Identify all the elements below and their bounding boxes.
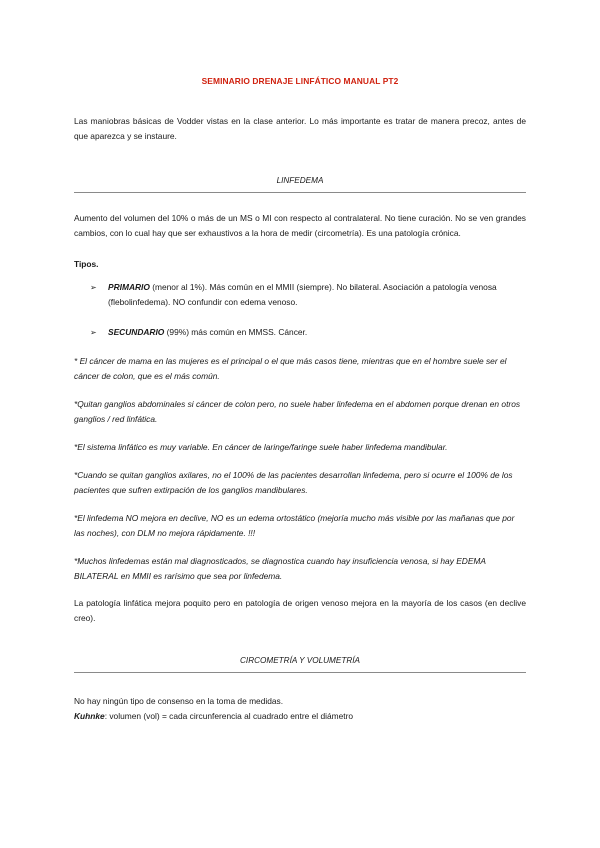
note-cancer-mama: * El cáncer de mama en las mujeres es el principal o el que más casos tiene, mientras que en el hombre suele ser el cáncer de colon, que es el más común. (74, 356, 507, 381)
document-title: SEMINARIO DRENAJE LINFÁTICO MANUAL PT2 (201, 76, 399, 86)
bullet-body: (99%) más común en MMSS. Cáncer. (164, 327, 308, 337)
kuhnke-term: Kuhnke (74, 711, 105, 721)
section-divider (74, 192, 526, 193)
section-heading-circometria: CIRCOMETRÍA Y VOLUMETRÍA (240, 656, 360, 665)
arrow-bullet-icon: ➢ (90, 328, 97, 337)
bullet-body: (menor al 1%). Más común en el MMII (siempre). No bilateral. Asociación a patología venosa (flebolinfedema). NO confundir con edema venoso. (108, 282, 497, 307)
bullet-text (108, 325, 520, 340)
section-heading-linfedema: LINFEDEMA (276, 176, 324, 185)
bullet-secundario (90, 325, 520, 340)
kuhnke-line (74, 709, 526, 724)
kuhnke-formula: : volumen (vol) = cada circunferencia al cuadrado entre el diámetro (104, 711, 354, 721)
bullet-term: PRIMARIO (108, 282, 150, 292)
arrow-bullet-icon: ➢ (90, 283, 97, 292)
bullet-term: SECUNDARIO (108, 327, 165, 337)
bullet-primario (90, 280, 520, 310)
intro-paragraph: Las maniobras básicas de Vodder vistas en la clase anterior. Lo más importante es tratar de manera precoz, antes de que aparezca y se instaure. (74, 116, 526, 141)
closing-paragraph: La patología linfática mejora poquito pero en patología de origen venoso mejora en la mayoría de los casos (en declive creo). (74, 598, 526, 623)
note-ganglios-abdominales: *Quitan ganglios abdominales si cáncer de colon pero, no suele haber linfedema en el abdomen porque drenan en otros ganglios / red linfática. (74, 399, 521, 424)
bullet-text (108, 280, 520, 310)
note-mal-diagnosticados: *Muchos linfedemas están mal diagnosticados, se diagnostica cuando hay insuficiencia venosa, si hay EDEMA BILATERAL en MMII es rarísimo que sea por linfedema. (74, 556, 486, 581)
linfedema-definition: Aumento del volumen del 10% o más de un MS o MI con respecto al contralateral. No tiene curación. No se ven grandes cambios, con lo cual hay que ser exhaustivos a la hora de medir (circometría). Es una patología crónica. (74, 213, 526, 238)
tipos-label: Tipos. (74, 259, 99, 269)
note-ganglios-axilares: *Cuando se quitan ganglios axilares, no el 100% de las pacientes desarrollan linfedema, pero si ocurre el 100% de los pacientes que sufren extirpación de los ganglios mandibulares. (74, 470, 513, 495)
consenso-line: No hay ningún tipo de consenso en la toma de medidas. (74, 696, 284, 706)
note-declive: *El linfedema NO mejora en declive, NO es un edema ortostático (mejoría mucho más visible por las mañanas que por las noches), con DLM no mejora rápidamente. !!! (74, 513, 515, 538)
note-sistema-linfatico: *El sistema linfático es muy variable. En cáncer de laringe/faringe suele haber linfedema mandibular. (74, 442, 448, 452)
section-divider (74, 672, 526, 673)
